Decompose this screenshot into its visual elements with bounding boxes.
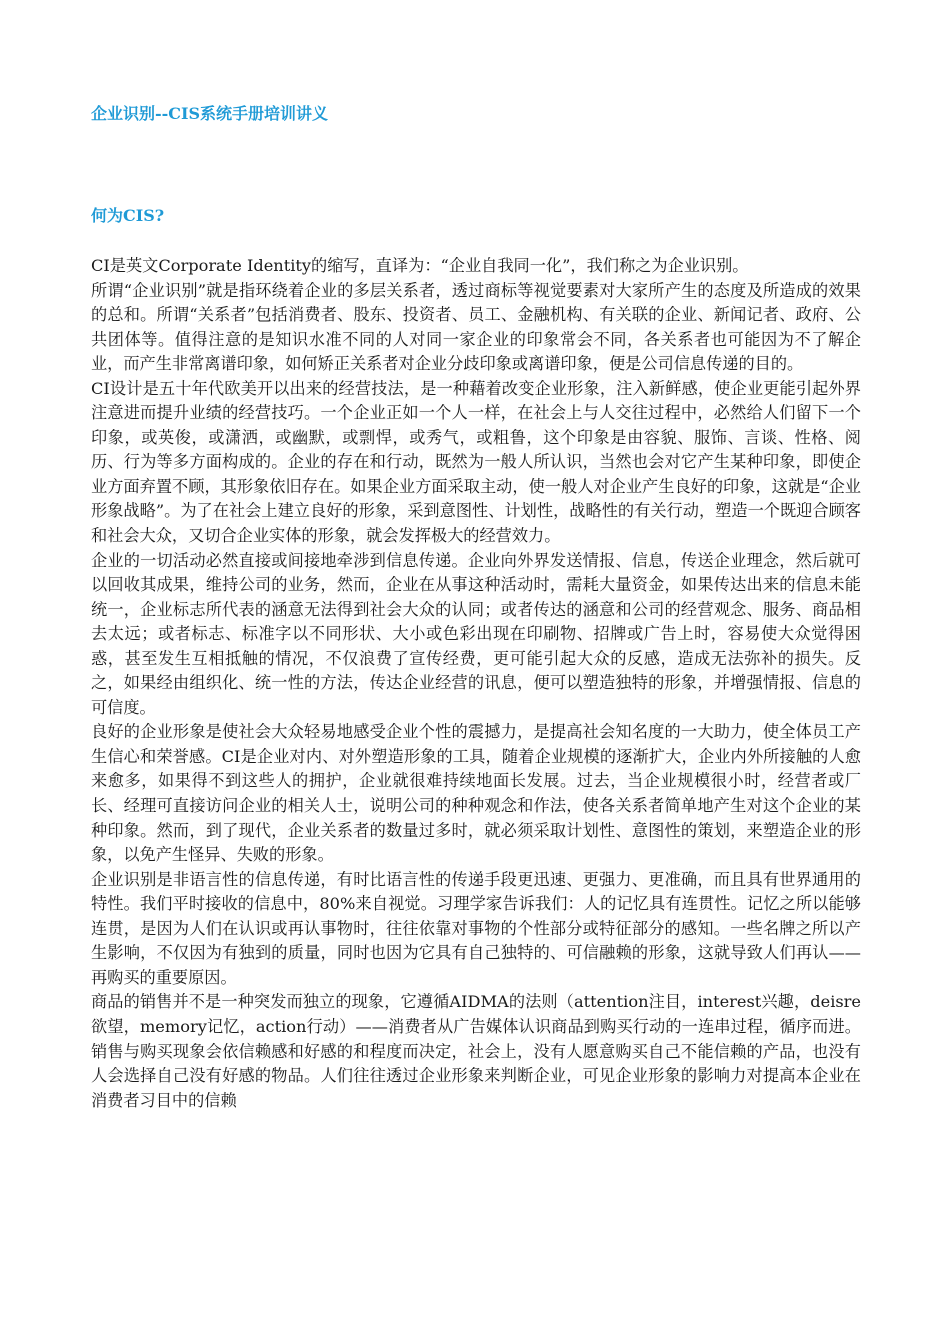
paragraph-ci-definition: CI是英文Corporate Identity的缩写，直译为：“企业自我同一化”，我们称之为企业识别。 (91, 256, 749, 275)
body-text (91, 254, 861, 1113)
paragraph-corporate-image: 良好的企业形象是使社会大众轻易地感受企业个性的震撼力，是提高社会知名度的一大助力，使全体员工产生信心和荣誉感。CI是企业对内、对外塑造形象的工具，随着企业规模的逐渐扩大，企业内外所接触的人愈来愈多，如果得不到这些人的拥护，企业就很难持续地面长发展。过去，当企业规模很小时，经营者或厂长、经理可直接访问企业的相关人士，说明公司的种种观念和作法，使各关系者简单地产生对这个企业的某种印象。然而，到了现代，企业关系者的数量过多时，就必须采取计划性、意图性的策划，来塑造企业的形象，以免产生怪异、失败的形象。 (91, 722, 861, 865)
paragraph-nonverbal-communication: 企业识别是非语言性的信息传递，有时比语言性的传递手段更迅速、更强力、更准确，而且具有世界通用的特性。我们平时接收的信息中，80%来自视觉。习理学家告诉我们：人的记忆具有连贯性。记忆之所以能够连贯，是因为人们在认识或再认事物时，往往依靠对事物的个性部分或特征部分的感知。一些名牌之所以产生影响，不仅因为有独到的质量，同时也因为它具有自己独特的、可信融赖的形象，这就导致人们再认——再购买的重要原因。 (91, 869, 861, 987)
document-title: 企业识别--CIS系统手册培训讲义 (91, 104, 329, 123)
section-heading: 何为CIS? (91, 206, 165, 225)
paragraph-corporate-identity-meaning: 所谓“企业识别”就是指环绕着企业的多层关系者，透过商标等视觉要素对大家所产生的态度及所造成的效果的总和。所谓“关系者”包括消费者、股东、投资者、员工、金融机构、有关联的企业、新闻记者、政府、公共团体等。值得注意的是知识水准不同的人对同一家企业的印象常会不同，各关系者也可能因为不了解企业，而产生非常离谱印象，如何矫正关系者对企业分歧印象或离谱印象，便是公司信息传递的目的。 (91, 280, 861, 374)
paragraph-information-transfer: 企业的一切活动必然直接或间接地牵涉到信息传递。企业向外界发送情报、信息，传送企业理念，然后就可以回收其成果，维持公司的业务，然而，企业在从事这种活动时，需耗大量资金，如果传达出来的信息未能统一，企业标志所代表的涵意无法得到社会大众的认同；或者传达的涵意和公司的经营观念、服务、商品相去太远；或者标志、标准字以不同形状、大小或色彩出现在印刷物、招牌或广告上时，容易使大众觉得困惑，甚至发生互相抵触的情况，不仅浪费了宣传经费，更可能引起大众的反感，造成无法弥补的损失。反之，如果经由组织化、统一性的方法，传达企业经营的讯息，便可以塑造独特的形象，并增强情报、信息的可信度。 (91, 550, 861, 717)
paragraph-ci-design: CI设计是五十年代欧美开以出来的经营技法，是一种藉着改变企业形象，注入新鲜感，使企业更能引起外界注意进而提升业绩的经营技巧。一个企业正如一个人一样，在社会上与人交往过程中，必然给人们留下一个印象，或英俊，或潇洒，或幽默，或剽悍，或秀气，或粗鲁，这个印象是由容貌、服饰、言谈、性格、阅历、行为等多方面构成的。企业的存在和行动，既然为一般人所认识，当然也会对它产生某种印象，即使企业方面弃置不顾，其形象依旧存在。如果企业方面采取主动，使一般人对企业产生良好的印象，这就是“企业形象战略”。为了在社会上建立良好的形象，采到意图性、计划性，战略性的有关行动，塑造一个既迎合顾客和社会大众，又切合企业实体的形象，就会发挥极大的经营效力。 (91, 378, 861, 546)
paragraph-aidma: 商品的销售并不是一种突发而独立的现象，它遵循AIDMA的法则（attention注目，interest兴趣，deisre欲望，memory记忆，action行动）——消费者从广告媒体认识商品到购买行动的一连串过程，循序而进。销售与购买现象会依信赖感和好感的和程度而决定，社会上，没有人愿意购买自己不能信赖的产品，也没有人会选择自己没有好感的物品。人们往往透过企业形象来判断企业，可见企业形象的影响力对提高本企业在消费者习目中的信赖 (91, 992, 861, 1110)
